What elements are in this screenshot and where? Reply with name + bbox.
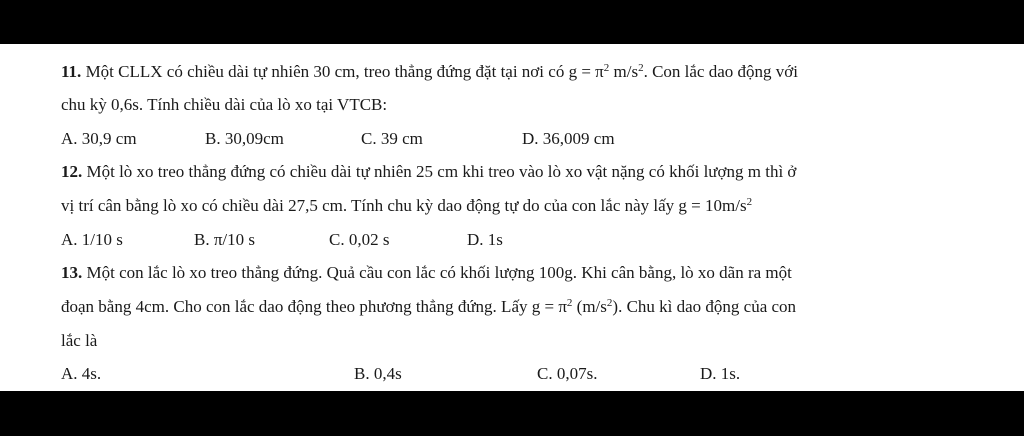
question-number: 12. xyxy=(61,162,83,181)
option-b: B. π/10 s xyxy=(194,230,256,249)
question-11-line-1 xyxy=(61,62,798,82)
superscript: 2 xyxy=(603,62,610,74)
question-text: ). Chu kì dao động của con xyxy=(612,297,797,316)
question-text: (m/s xyxy=(572,297,607,316)
superscript: 2 xyxy=(566,297,573,309)
option-a: A. 4s. xyxy=(61,364,102,383)
question-12-line-1 xyxy=(61,162,796,182)
option-a: A. 30,9 cm xyxy=(61,129,137,148)
superscript: 2 xyxy=(746,196,753,208)
question-text: m/s xyxy=(609,62,639,81)
question-text: đoạn bằng 4cm. Cho con lắc dao động theo phương thẳng đứng. Lấy g = π xyxy=(61,297,567,316)
superscript: 2 xyxy=(606,297,613,309)
question-text: Một CLLX có chiều dài tự nhiên 30 cm, treo thẳng đứng đặt tại nơi có g = π xyxy=(81,62,604,81)
question-13-line-3: lắc là xyxy=(61,331,98,350)
question-text: Một lò xo treo thẳng đứng có chiều dài tự nhiên 25 cm khi treo vào lò xo vật nặng có khối lượng m thì ở xyxy=(82,162,797,181)
option-c: C. 0,07s. xyxy=(537,364,598,383)
question-number: 11. xyxy=(61,62,82,81)
question-number: 13. xyxy=(61,263,83,282)
document-page xyxy=(0,44,1024,391)
option-c: C. 0,02 s xyxy=(329,230,390,249)
question-text: . Con lắc dao động với xyxy=(643,62,798,81)
question-11-line-2: chu kỳ 0,6s. Tính chiều dài của lò xo tại VTCB: xyxy=(61,95,388,114)
option-b: B. 30,09cm xyxy=(205,129,284,148)
option-d: D. 36,009 cm xyxy=(522,129,615,148)
question-text: Một con lắc lò xo treo thẳng đứng. Quả cầu con lắc có khối lượng 100g. Khi cân bằng, lò xo dãn ra một xyxy=(82,263,792,282)
superscript: 2 xyxy=(638,62,644,74)
question-13-line-1 xyxy=(61,263,792,283)
option-d: D. 1s. xyxy=(700,364,741,383)
option-d: D. 1s xyxy=(467,230,503,249)
question-text: vị trí cân bằng lò xo có chiều dài 27,5 cm. Tính chu kỳ dao động tự do của con lắc này lấy g = 10m/s xyxy=(61,196,747,215)
option-b: B. 0,4s xyxy=(354,364,402,383)
question-12-line-2 xyxy=(61,196,752,216)
option-c: C. 39 cm xyxy=(361,129,423,148)
option-a: A. 1/10 s xyxy=(61,230,123,249)
question-13-line-2 xyxy=(61,297,796,317)
